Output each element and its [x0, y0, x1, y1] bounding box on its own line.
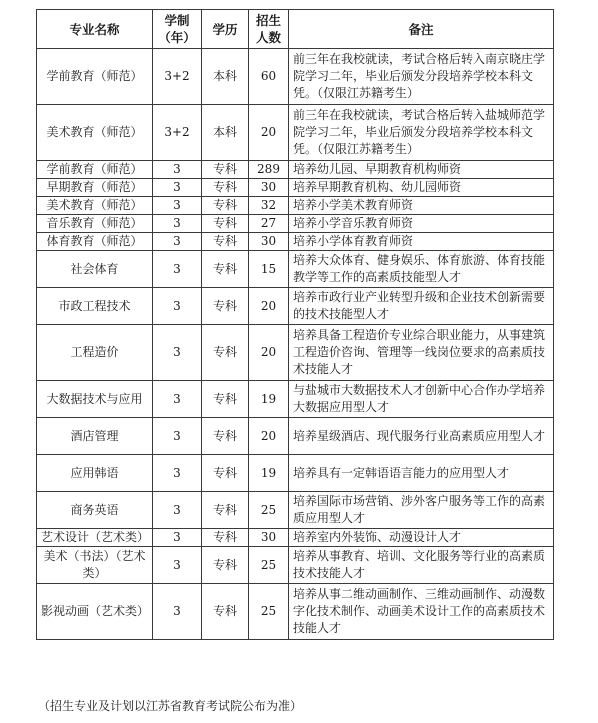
cell-years: 3: [153, 547, 202, 584]
cell-remark: 培养小学美术教育师资: [289, 197, 554, 215]
cell-remark: 培养室内外装饰、动漫设计人才: [289, 529, 554, 547]
cell-count: 19: [249, 455, 289, 492]
table-row: [37, 161, 554, 179]
cell-degree: 专科: [202, 251, 249, 288]
header-major: 专业名称: [37, 10, 153, 49]
cell-degree: 专科: [202, 288, 249, 325]
cell-count: 32: [249, 197, 289, 215]
cell-years: 3: [153, 529, 202, 547]
table-row: [37, 455, 554, 492]
cell-major: 市政工程技术: [37, 288, 153, 325]
cell-count: 25: [249, 492, 289, 529]
cell-degree: 专科: [202, 529, 249, 547]
cell-degree: 专科: [202, 325, 249, 381]
cell-degree: 专科: [202, 215, 249, 233]
cell-count: 27: [249, 215, 289, 233]
header-row: [37, 10, 554, 49]
cell-remark: 培养从事二维动画制作、三维动画制作、动漫数字化技术制作、动画美术设计工作的高素质技术技能人才: [289, 584, 554, 640]
table-header: [37, 10, 554, 49]
table-row: [37, 584, 554, 640]
cell-degree: 专科: [202, 179, 249, 197]
cell-count: 20: [249, 105, 289, 161]
footnote: （招生专业及计划以江苏省教育考试院公布为准）: [38, 699, 303, 713]
cell-remark: 与盐城市大数据技术人才创新中心合作办学培养大数据应用型人才: [289, 381, 554, 418]
cell-degree: 本科: [202, 105, 249, 161]
cell-count: 30: [249, 179, 289, 197]
cell-degree: 专科: [202, 381, 249, 418]
cell-remark: 培养小学音乐教育师资: [289, 215, 554, 233]
cell-years: 3: [153, 233, 202, 251]
cell-major: 社会体育: [37, 251, 153, 288]
cell-count: 19: [249, 381, 289, 418]
table-row: [37, 381, 554, 418]
table-row: [37, 233, 554, 251]
cell-remark: 培养星级酒店、现代服务行业高素质应用型人才: [289, 418, 554, 455]
cell-major: 艺术设计（艺术类）: [37, 529, 153, 547]
cell-major: 美术教育（师范）: [37, 105, 153, 161]
table-row: [37, 547, 554, 584]
cell-major: 早期教育（师范）: [37, 179, 153, 197]
cell-degree: 本科: [202, 49, 249, 105]
cell-years: 3: [153, 288, 202, 325]
cell-major: 学前教育（师范）: [37, 49, 153, 105]
header-enroll: 招生 人数: [249, 10, 289, 49]
cell-years: 3: [153, 251, 202, 288]
cell-remark: 培养大众体育、健身娱乐、体育旅游、体育技能教学等工作的高素质技能型人才: [289, 251, 554, 288]
cell-major: 商务英语: [37, 492, 153, 529]
table-row: [37, 325, 554, 381]
cell-remark: 培养从事教育、培训、文化服务等行业的高素质技术技能人才: [289, 547, 554, 584]
table-row: [37, 105, 554, 161]
cell-years: 3: [153, 161, 202, 179]
cell-remark: 培养市政行业产业转型升级和企业技术创新需要的技术技能型人才: [289, 288, 554, 325]
cell-years: 3: [153, 455, 202, 492]
table-row: [37, 529, 554, 547]
cell-major: 影视动画（艺术类）: [37, 584, 153, 640]
cell-remark: 培养具备工程造价专业综合职业能力，从事建筑工程造价咨询、管理等一线岗位要求的高素质技术技能人才: [289, 325, 554, 381]
cell-years: 3+2: [153, 105, 202, 161]
cell-major: 应用韩语: [37, 455, 153, 492]
cell-degree: 专科: [202, 418, 249, 455]
cell-major: 学前教育（师范）: [37, 161, 153, 179]
header-years: 学制 （年）: [153, 10, 202, 49]
cell-count: 20: [249, 418, 289, 455]
cell-degree: 专科: [202, 233, 249, 251]
cell-major: 体育教育（师范）: [37, 233, 153, 251]
cell-years: 3: [153, 492, 202, 529]
table-row: [37, 251, 554, 288]
table-row: [37, 179, 554, 197]
cell-remark: 培养幼儿园、早期教育机构师资: [289, 161, 554, 179]
cell-count: 25: [249, 584, 289, 640]
cell-remark: 前三年在我校就读，考试合格后转入南京晓庄学院学习二年，毕业后颁发分段培养学校本科文凭。（仅限江苏籍考生）: [289, 49, 554, 105]
enrollment-plan-table: [36, 9, 554, 640]
cell-count: 20: [249, 288, 289, 325]
table-row: [37, 197, 554, 215]
cell-degree: 专科: [202, 492, 249, 529]
table-row: [37, 492, 554, 529]
cell-major: 大数据技术与应用: [37, 381, 153, 418]
cell-major: 美术（书法）（艺术类）: [37, 547, 153, 584]
table-row: [37, 49, 554, 105]
table-body: [37, 49, 554, 640]
cell-remark: 前三年在我校就读，考试合格后转入盐城师范学院学习二年，毕业后颁发分段培养学校本科文凭。（仅限江苏籍考生）: [289, 105, 554, 161]
cell-count: 30: [249, 529, 289, 547]
cell-major: 酒店管理: [37, 418, 153, 455]
cell-count: 15: [249, 251, 289, 288]
header-remark: 备注: [289, 10, 554, 49]
cell-years: 3: [153, 197, 202, 215]
cell-years: 3: [153, 381, 202, 418]
cell-years: 3: [153, 179, 202, 197]
cell-degree: 专科: [202, 197, 249, 215]
table-row: [37, 215, 554, 233]
cell-years: 3: [153, 418, 202, 455]
cell-major: 音乐教育（师范）: [37, 215, 153, 233]
cell-degree: 专科: [202, 547, 249, 584]
cell-major: 工程造价: [37, 325, 153, 381]
cell-degree: 专科: [202, 455, 249, 492]
table-row: [37, 288, 554, 325]
cell-remark: 培养早期教育机构、幼儿园师资: [289, 179, 554, 197]
table-row: [37, 418, 554, 455]
cell-years: 3: [153, 215, 202, 233]
cell-count: 30: [249, 233, 289, 251]
header-degree: 学历: [202, 10, 249, 49]
cell-major: 美术教育（师范）: [37, 197, 153, 215]
cell-count: 20: [249, 325, 289, 381]
cell-remark: 培养具有一定韩语语言能力的应用型人才: [289, 455, 554, 492]
cell-years: 3+2: [153, 49, 202, 105]
cell-count: 289: [249, 161, 289, 179]
cell-degree: 专科: [202, 584, 249, 640]
cell-years: 3: [153, 584, 202, 640]
cell-remark: 培养小学体育教育师资: [289, 233, 554, 251]
cell-years: 3: [153, 325, 202, 381]
cell-degree: 专科: [202, 161, 249, 179]
cell-count: 25: [249, 547, 289, 584]
cell-count: 60: [249, 49, 289, 105]
cell-remark: 培养国际市场营销、涉外客户服务等工作的高素质应用型人才: [289, 492, 554, 529]
